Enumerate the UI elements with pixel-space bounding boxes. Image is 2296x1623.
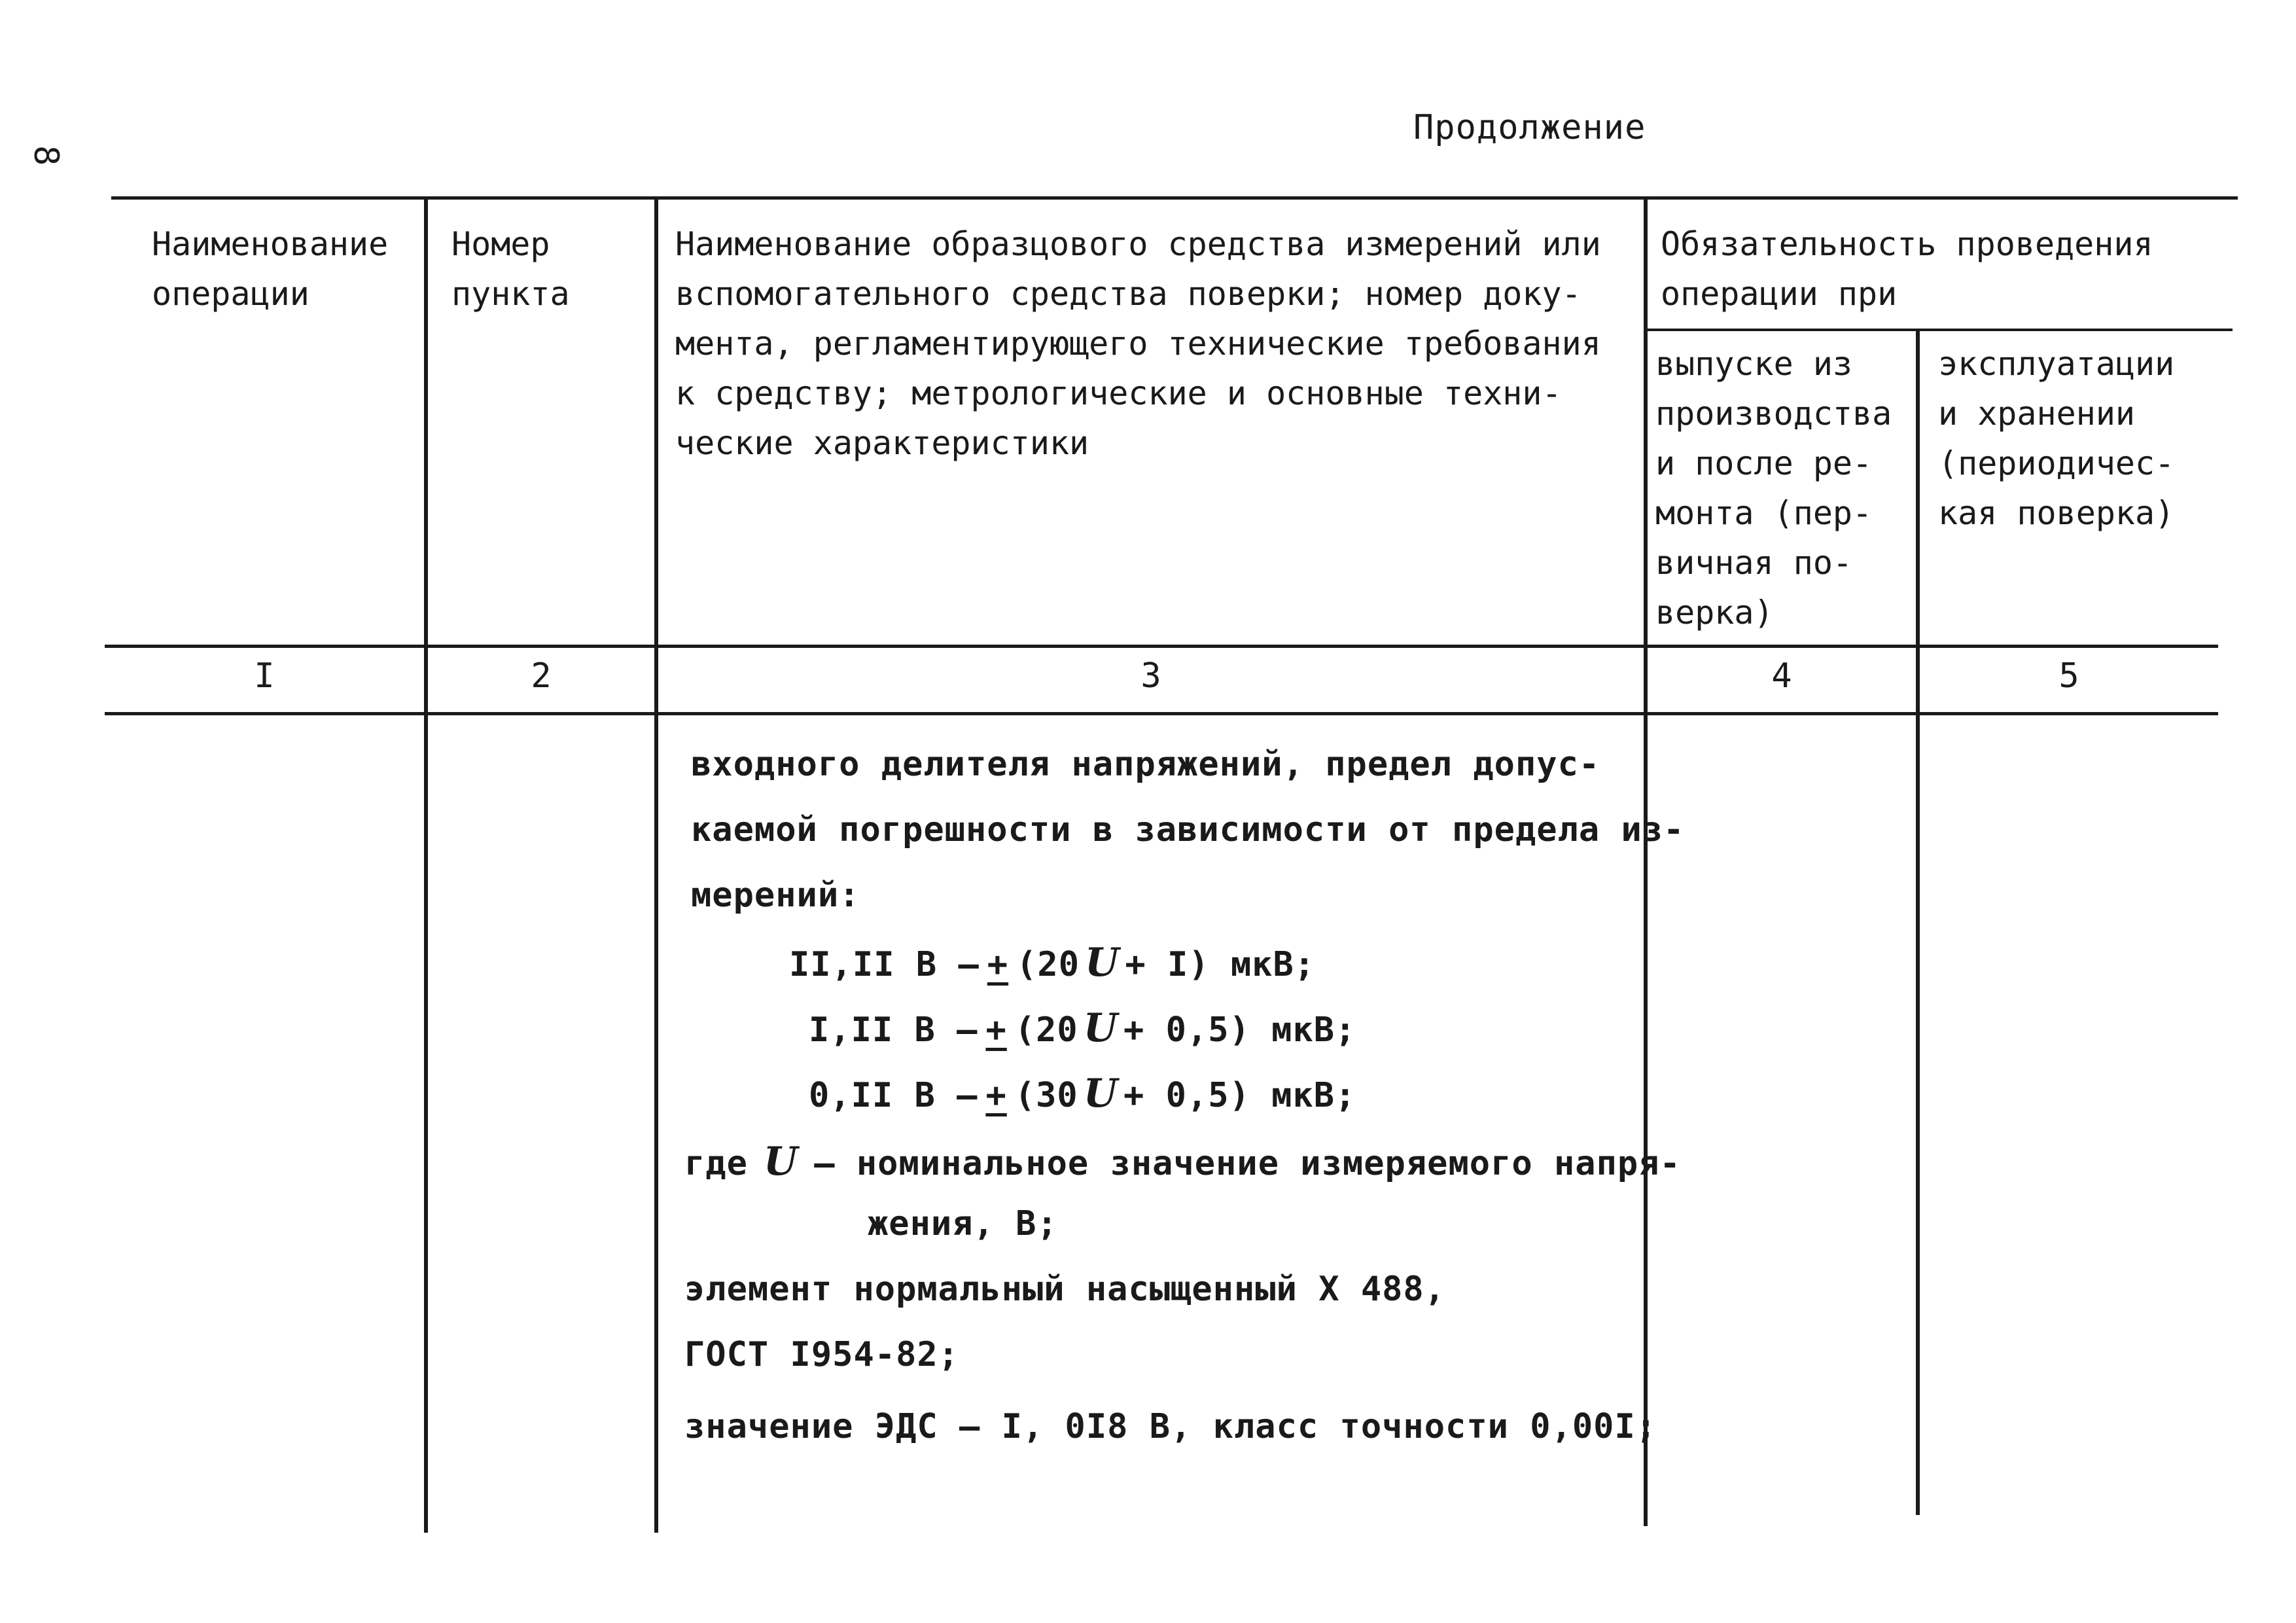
body-eds-line: значение ЭДС – I, 0I8 В, класс точности 0,00I; — [684, 1407, 1657, 1446]
u-variable: U — [763, 1139, 799, 1185]
body-gost-line: ГОСТ I954-82; — [684, 1335, 959, 1374]
header-operation-name: Наименование операции — [152, 225, 389, 313]
page-number: 8 — [26, 145, 65, 166]
column-number-1: I — [254, 656, 275, 696]
formula-line-2: I,II В – + (20 U + 0,5) мкВ; — [809, 1005, 1356, 1051]
u-variable: U — [1083, 1005, 1119, 1051]
vline-2 — [654, 198, 658, 1533]
subheader-rule — [1644, 329, 2233, 331]
header-bottom-rule — [105, 645, 2218, 648]
header-standard-means: Наименование образцового средства измерений или вспомогательного средства поверки; номер доку- мента, регламентирующего технические требования к средству; метрологические и основные техни- ческие характеристики — [675, 225, 1601, 462]
header-item-number: Номер пункта — [451, 225, 570, 313]
plus-minus: + — [987, 945, 1009, 984]
column-number-3: 3 — [1140, 656, 1161, 696]
body-line-2: каемой погрешности в зависимости от предела из- — [691, 810, 1685, 849]
column-number-2: 2 — [531, 656, 552, 696]
column-number-4: 4 — [1771, 656, 1792, 696]
u-variable: U — [1083, 1071, 1119, 1116]
body-line-1: входного делителя напряжений, предел допус- — [691, 745, 1600, 784]
formula-line-3: 0,II В – + (30 U + 0,5) мкВ; — [809, 1071, 1356, 1116]
column-number-5: 5 — [2058, 656, 2079, 696]
where-line: где U – номинальное значение измеряемого напря- — [684, 1139, 1681, 1185]
header-production-release: выпуске из производства и после ре- монта (пер- вичная по- верка) — [1655, 345, 1892, 632]
formula-line-1: II,II В – + (20 U + I) мкВ; — [789, 940, 1316, 986]
body-element-line: элемент нормальный насыщенный Х 488, — [684, 1270, 1446, 1309]
vline-1 — [424, 198, 428, 1533]
vline-3 — [1644, 198, 1648, 1526]
u-variable: U — [1085, 940, 1120, 986]
numbers-bottom-rule — [105, 712, 2218, 715]
body-line-3: мерений: — [691, 876, 860, 915]
table-top-rule — [111, 196, 2238, 200]
vline-4 — [1916, 330, 1920, 1515]
where-continuation: жения, В; — [868, 1204, 1058, 1243]
plus-minus: + — [985, 1076, 1007, 1115]
plus-minus: + — [985, 1010, 1007, 1050]
header-operation-storage: эксплуатации и хранении (периодичес- кая поверка) — [1938, 345, 2175, 532]
continuation-label: Продолжение — [1413, 108, 1646, 147]
header-obligation: Обязательность проведения операции при — [1661, 225, 2153, 313]
